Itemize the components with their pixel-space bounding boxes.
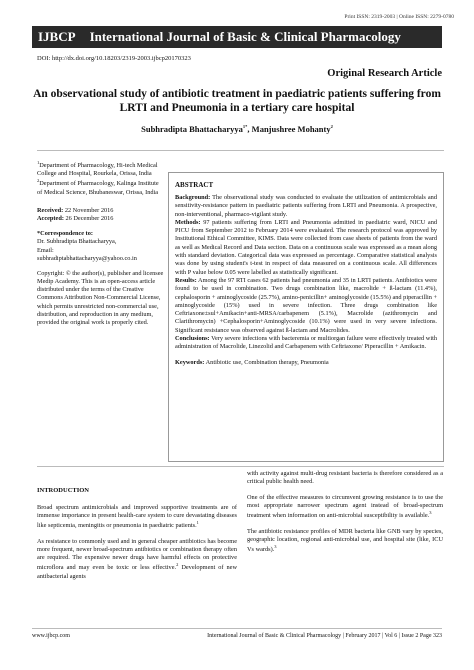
correspondence: *Correspondence to: Dr. Subhradipta Bhattacharyya, Email: subhradiptabhattacharyya@yahoo.co.in (37, 230, 137, 262)
correspondence-name: Dr. Subhradipta Bhattacharyya, (37, 238, 117, 246)
author-1-affil: 1* (242, 124, 248, 130)
accepted-date: 26 December 2016 (65, 215, 114, 223)
intro-paragraph-5: The antibiotic resistance profiles of MDR bacteria like GNB vary by species, geographic location, regional anti-microbial use, and hospital site (like, ICU Vs wards).$^3$ (247, 527, 443, 554)
issn-line: Print ISSN: 2319-2003 | Online ISSN: 2279-0780 (344, 14, 454, 20)
article-info-column (37, 160, 165, 334)
author-1: Subhradipta Bhattacharyya (141, 124, 243, 134)
footer-citation: International Journal of Basic & Clinical Pharmacology | February 2017 | Vol 6 | Issue 2 Page 323 (207, 633, 442, 639)
divider (37, 150, 444, 151)
intro-paragraph-4: One of the effective measures to circumvent growing resistance is to use the most appropriate narrower spectrum agent instead of broad-spectrum treatment when information on anti-microbial susceptibility is available.$^3$ (247, 493, 443, 520)
abstract-body (175, 194, 437, 352)
introduction-heading: INTRODUCTION (37, 487, 90, 494)
copyright: Copyright: © the author(s), publisher and licensee Medip Academy. This is an open-access article distributed under the terms of the Creative Commons Attribution Non-Commercial License, which permits unrestricted non-commercial use, distribution, and reproduction in any medium, provided the original work is properly cited. (37, 269, 164, 326)
footer-site[interactable]: www.ijbcp.com (32, 633, 70, 639)
author-list (30, 124, 444, 134)
abstract-heading: ABSTRACT (175, 181, 214, 189)
journal-banner (32, 26, 442, 48)
author-2: Manjushree Mohanty (251, 124, 331, 134)
introduction-right (247, 470, 443, 562)
affiliation-1: $^1$Department of Pharmacology, Hi-tech Medical College and Hospital, Rourkela, Orissa, India $^2$Department of Pharmacology, Kalinga Institute of Medical Science, Bhubaneswar, Orissa, India (37, 160, 159, 196)
received-date: 22 November 2016 (64, 206, 114, 214)
keywords: Keywords: Antibiotic use, Combination therapy, Pneumonia (175, 358, 329, 366)
intro-paragraph-1: Broad spectrum antimicrobials and improved supportive treatments are of immense importance in present health-care system to cure devastating diseases like septicemia, meningitis or pneumonia in paediatric patients.$^1$ (37, 503, 237, 530)
article-type: Original Research Article (327, 68, 442, 79)
page-footer (32, 633, 442, 639)
abstract-box (168, 172, 444, 462)
footer-divider (32, 628, 442, 629)
intro-paragraph-3: with activity against multi-drug resistant bacteria is therefore considered as a critical public health need. (247, 470, 443, 486)
abstract-methods: Methods: 97 patients suffering from LRTI and Pneumonia admitted in paediatric ward, NICU and PICU from September 2012 to February 2014 were evaluated. The research protocol was approved by Institutional Ethical Committee, KIMS. Data were collected from case sheets of patients from the ward as well as Medical Record and Data section. Data on a continuous scale was expressed as a mean along with standard deviation. Categorical data was expressed as percentage. Comparative statistical analysis was done by using student's t-test in respect of data measured on a continuous scale. All differences with P value below 0.05 were labelled as statistically significant. (175, 218, 437, 276)
author-sep: , (247, 124, 252, 134)
introduction-left (37, 487, 237, 588)
doi-link[interactable]: DOI: http://dx.doi.org/10.18203/2319-2003.ijbcp20170323 (37, 55, 191, 62)
divider (37, 466, 444, 467)
abstract-background: Background: The observational study was conducted to evaluate the utilization of antimicrobials and sensitivity-resistance pattern in paediatric patients suffering from LRTI and Pneumonia. A prospective, non-interventional, pharmaco-vigilant study. (175, 194, 437, 218)
dates: Received: 22 November 2016 Accepted: 26 December 2016 (37, 206, 114, 223)
intro-paragraph-2: As resistance to commonly used and in general cheaper antibiotics has become more frequent, newer broad-spectrum antibiotics or combination therapy often are required. The expensive newer drugs have harmful effects on protective microflora and may even be toxic or less effective.$^2$ Development of new antibacterial agents (37, 537, 237, 580)
author-2-affil: 2 (330, 124, 333, 130)
affiliation-2: Department of Pharmacology, Kalinga Institute of Medical Science, Bhubaneswar, Orissa, India (37, 180, 159, 196)
correspondence-email[interactable]: subhradiptabhattacharyya@yahoo.co.in (37, 254, 137, 262)
journal-abbr: IJBCP (38, 29, 76, 44)
article-title: An observational study of antibiotic treatment in paediatric patients suffering from LRTI and Pneumonia in a tertiary care hospital (33, 88, 441, 115)
journal-name: International Journal of Basic & Clinical Pharmacology (89, 29, 401, 44)
abstract-results: Results: Among the 97 RTI cases 62 patients had pneumonia and 35 in LRTI patients. Antibiotics were found to be used in combination. Two drugs combination like, macrolide + ß-lactam (11.4%), cephalosporin + aminoglycoside (25.7%), amino-penicillin+ aminoglycoside (15.5%) and piperacillin + aminoglycoside (15%) used in severe infection. Three drugs combination like Ceftriaxone±sul+Amikacin+anti-MRSA/carbapenem (5.1%), Macrolide (azithromycin and Clarithromycin) +Cephalosporin+Aminoglycoside (10.1%) were used in very severe infections. Significant resistance was observed against ß-lactam and Macrolides. (175, 276, 437, 334)
abstract-conclusions: Conclusions: Very severe infections with bacteremia or multiorgan failure were effectively treated with administration of Macrolide, Linezolid and Carbapenem with Ceftriaxone/ Piperacillin + Amikacin. (175, 335, 437, 351)
